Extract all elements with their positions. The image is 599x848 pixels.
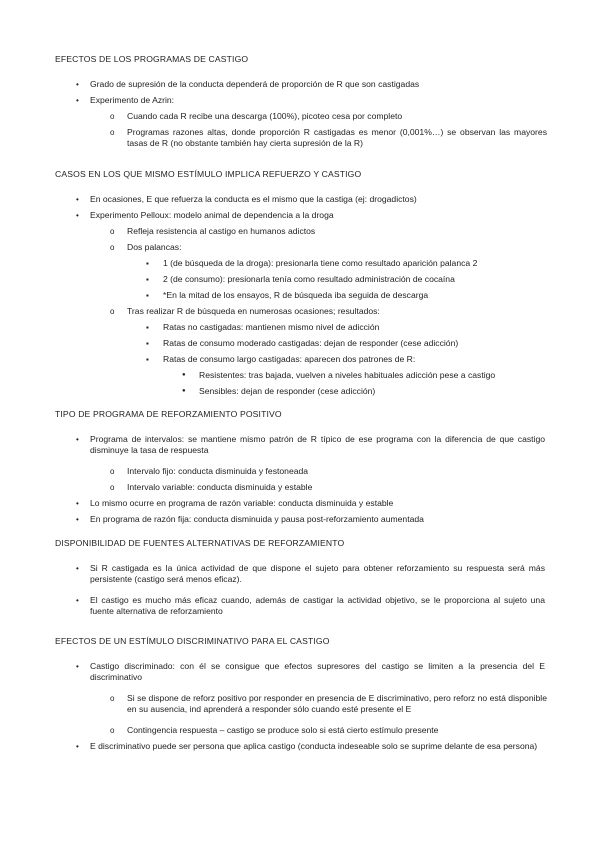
circle-bullet-icon: o	[110, 243, 115, 252]
list-item: El castigo es mucho más eficaz cuando, además de castigar la actividad objetivo, se le proporciona al sujeto una fuente alternativa de reforzamiento	[90, 595, 545, 616]
list-item: En ocasiones, E que refuerza la conducta es el mismo que la castiga (ej: drogadictos)	[90, 194, 417, 204]
list-item: Programa de intervalos: se mantiene mismo patrón de R típico de ese programa con la diferencia de que castigo disminuye la tasa de respuesta	[90, 434, 545, 455]
square-bullet-icon: ▪	[146, 275, 149, 284]
list-item: Resistentes: tras bajada, vuelven a niveles habituales adicción pese a castigo	[199, 370, 496, 380]
list-item: 2 (de consumo): presionarla tenía como resultado administración de cocaína	[163, 274, 455, 284]
bullet-icon: •	[76, 742, 79, 751]
section-heading: TIPO DE PROGRAMA DE REFORZAMIENTO POSITIVO	[55, 409, 282, 419]
list-item: Programas razones altas, donde proporción R castigadas es menor (0,001%…) se observan las mayores tasas de R (no obstante también hay cierta supresión de la R)	[127, 127, 547, 148]
list-item: 1 (de búsqueda de la droga): presionarla tiene como resultado aparición palanca 2	[163, 258, 478, 268]
list-item: Si se dispone de reforz positivo por responder en presencia de E discriminativo, pero reforz no está disponible en su ausencia, ind aprenderá a responder sólo cuando esté presente el E	[127, 693, 547, 714]
dot-bullet-icon: ●	[182, 372, 186, 378]
square-bullet-icon: ▪	[146, 355, 149, 364]
list-item: Ratas de consumo moderado castigadas: dejan de responder (cese adicción)	[163, 338, 459, 348]
bullet-icon: •	[76, 435, 79, 444]
list-item: Grado de supresión de la conducta dependerá de proporción de R que son castigadas	[90, 79, 420, 89]
list-item: Castigo discriminado: con él se consigue que efectos supresores del castigo se limiten a la presencia del E discriminativo	[90, 661, 545, 682]
list-item: Cuando cada R recibe una descarga (100%), picoteo cesa por completo	[127, 111, 403, 121]
list-item: Dos palancas:	[127, 242, 182, 252]
bullet-icon: •	[76, 596, 79, 605]
square-bullet-icon: ▪	[146, 339, 149, 348]
circle-bullet-icon: o	[110, 128, 115, 137]
list-item: Tras realizar R de búsqueda en numerosas ocasiones; resultados:	[127, 306, 380, 316]
circle-bullet-icon: o	[110, 112, 115, 121]
bullet-icon: •	[76, 662, 79, 671]
list-item: Intervalo variable: conducta disminuida y estable	[127, 482, 313, 492]
circle-bullet-icon: o	[110, 307, 115, 316]
circle-bullet-icon: o	[110, 726, 115, 735]
list-item: Lo mismo ocurre en programa de razón variable: conducta disminuida y estable	[90, 498, 394, 508]
bullet-icon: •	[76, 499, 79, 508]
list-item: Sensibles: dejan de responder (cese adicción)	[199, 386, 376, 396]
bullet-icon: •	[76, 515, 79, 524]
list-item: E discriminativo puede ser persona que aplica castigo (conducta indeseable solo se suprime delante de esa persona)	[90, 741, 538, 751]
square-bullet-icon: ▪	[146, 291, 149, 300]
bullet-icon: •	[76, 80, 79, 89]
circle-bullet-icon: o	[110, 694, 115, 703]
list-item: En programa de razón fija: conducta disminuida y pausa post-reforzamiento aumentada	[90, 514, 424, 524]
section-heading: CASOS EN LOS QUE MISMO ESTÍMULO IMPLICA REFUERZO Y CASTIGO	[55, 169, 362, 179]
list-item: Experimento Pelloux: modelo animal de dependencia a la droga	[90, 210, 334, 220]
bullet-icon: •	[76, 96, 79, 105]
list-item: Refleja resistencia al castigo en humanos adictos	[127, 226, 316, 236]
dot-bullet-icon: ●	[182, 388, 186, 394]
bullet-icon: •	[76, 211, 79, 220]
circle-bullet-icon: o	[110, 227, 115, 236]
section-heading: EFECTOS DE UN ESTÍMULO DISCRIMINATIVO PARA EL CASTIGO	[55, 636, 330, 646]
square-bullet-icon: ▪	[146, 259, 149, 268]
section-heading: EFECTOS DE LOS PROGRAMAS DE CASTIGO	[55, 54, 249, 64]
list-item: Si R castigada es la única actividad de que dispone el sujeto para obtener reforzamiento su respuesta será más persistente (castigo será menos eficaz).	[90, 563, 545, 584]
section-heading: DISPONIBILIDAD DE FUENTES ALTERNATIVAS DE REFORZAMIENTO	[55, 538, 345, 548]
list-item: Experimento de Azrin:	[90, 95, 175, 105]
bullet-icon: •	[76, 195, 79, 204]
list-item: Ratas no castigadas: mantienen mismo nivel de adicción	[163, 322, 380, 332]
list-item: *En la mitad de los ensayos, R de búsqueda iba seguida de descarga	[163, 290, 429, 300]
circle-bullet-icon: o	[110, 483, 115, 492]
square-bullet-icon: ▪	[146, 323, 149, 332]
list-item: Contingencia respuesta – castigo se produce solo si está cierto estímulo presente	[127, 725, 439, 735]
circle-bullet-icon: o	[110, 467, 115, 476]
list-item: Ratas de consumo largo castigadas: aparecen dos patrones de R:	[163, 354, 416, 364]
bullet-icon: •	[76, 564, 79, 573]
list-item: Intervalo fijo: conducta disminuida y festoneada	[127, 466, 309, 476]
